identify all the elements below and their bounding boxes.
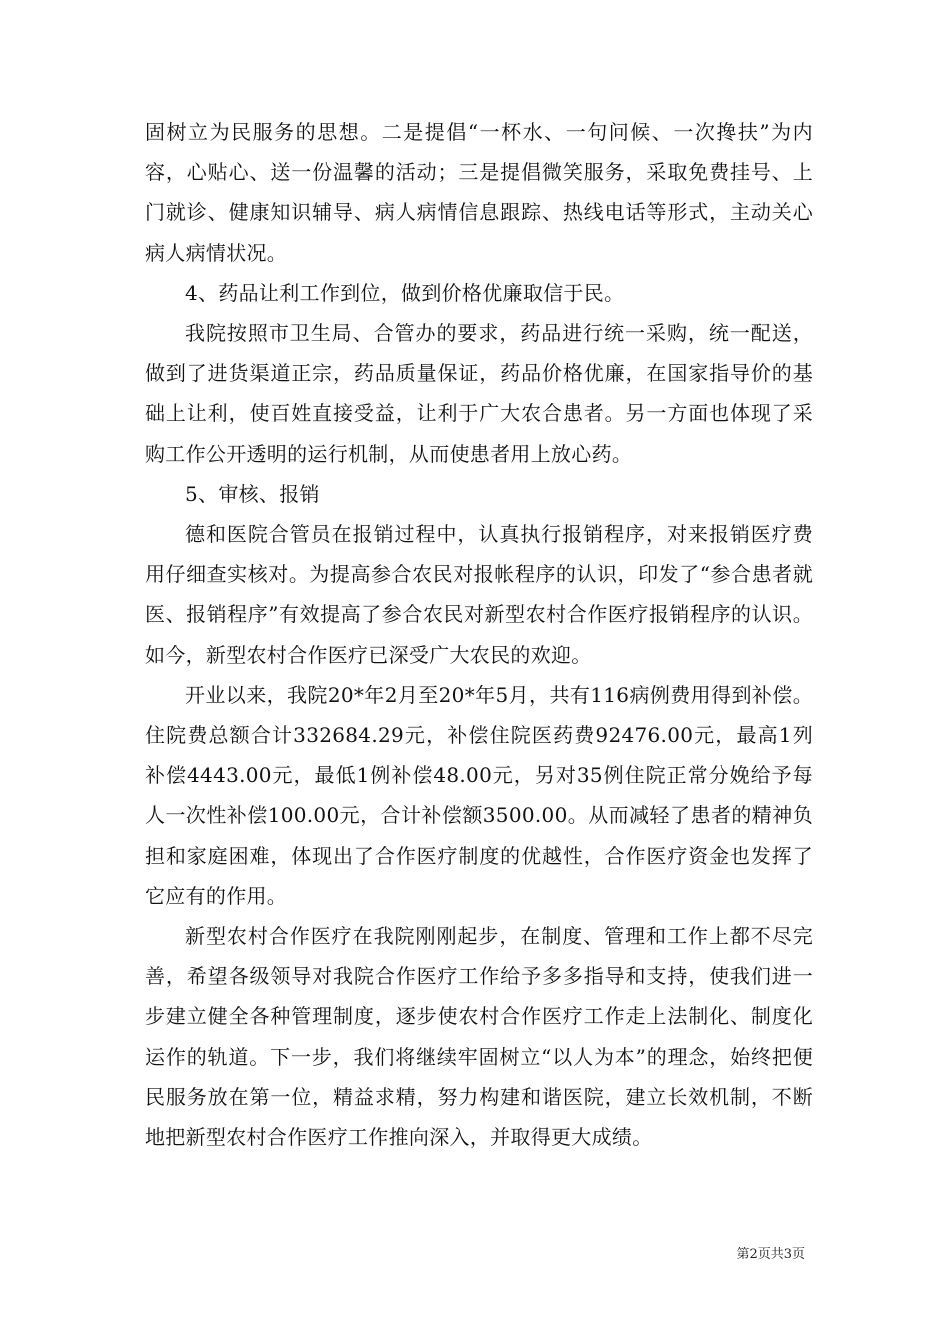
paragraph-reimbursement-process: 德和医院合管员在报销过程中，认真执行报销程序，对来报销医疗费用仔细查实核对。为提高参合农民对报帐程序的认识，印发了“参合患者就医、报销程序”有效提高了参合农民对新型农村合作医疗报销程序的认识。如今，新型农村合作医疗已深受广大农民的欢迎。 (145, 522, 813, 667)
document-body (145, 112, 813, 1157)
paragraph-compensation-stats: 开业以来，我院20*年2月至20*年5月，共有116病例费用得到补偿。住院费总额合计332684.29元，补偿住院医药费92476.00元，最高1列补偿4443.00元，最低1例补偿48.00元，另对35例住院正常分娩给予每人一次性补偿100.00元，合计补偿额3500.00。从而减轻了患者的精神负担和家庭困难，体现出了合作医疗制度的优越性，合作医疗资金也发挥了它应有的作用。 (145, 682, 813, 908)
paragraph-conclusion: 新型农村合作医疗在我院刚刚起步，在制度、管理和工作上都不尽完善，希望各级领导对我院合作医疗工作给予多多指导和支持，使我们进一步建立健全各种管理制度，逐步使农村合作医疗工作走上法制化、制度化运作的轨道。下一步，我们将继续牢固树立“以人为本”的理念，始终把便民服务放在第一位，精益求精，努力构建和谐医院，建立长效机制，不断地把新型农村合作医疗工作推向深入，并取得更大成绩。 (145, 924, 813, 1150)
heading-drug-pricing: 4、药品让利工作到位，做到价格优廉取信于民。 (185, 280, 625, 305)
paragraph-continuation: 固树立为民服务的思想。二是提倡“一杯水、一句问候、一次搀扶”为内容，心贴心、送一份温馨的活动；三是提倡微笑服务，采取免费挂号、上门就诊、健康知识辅导、病人病情信息跟踪、热线电话等形式，主动关心病人病情状况。 (145, 120, 813, 265)
page-number: 第2页共3页 (736, 1247, 805, 1262)
paragraph-drug-procurement: 我院按照市卫生局、合管办的要求，药品进行统一采购，统一配送，做到了进货渠道正宗，药品质量保证，药品价格优廉，在国家指导价的基础上让利，使百姓直接受益，让利于广大农合患者。另一方面也体现了采购工作公开透明的运行机制，从而使患者用上放心药。 (145, 321, 813, 466)
heading-review-reimbursement: 5、审核、报销 (185, 481, 320, 506)
